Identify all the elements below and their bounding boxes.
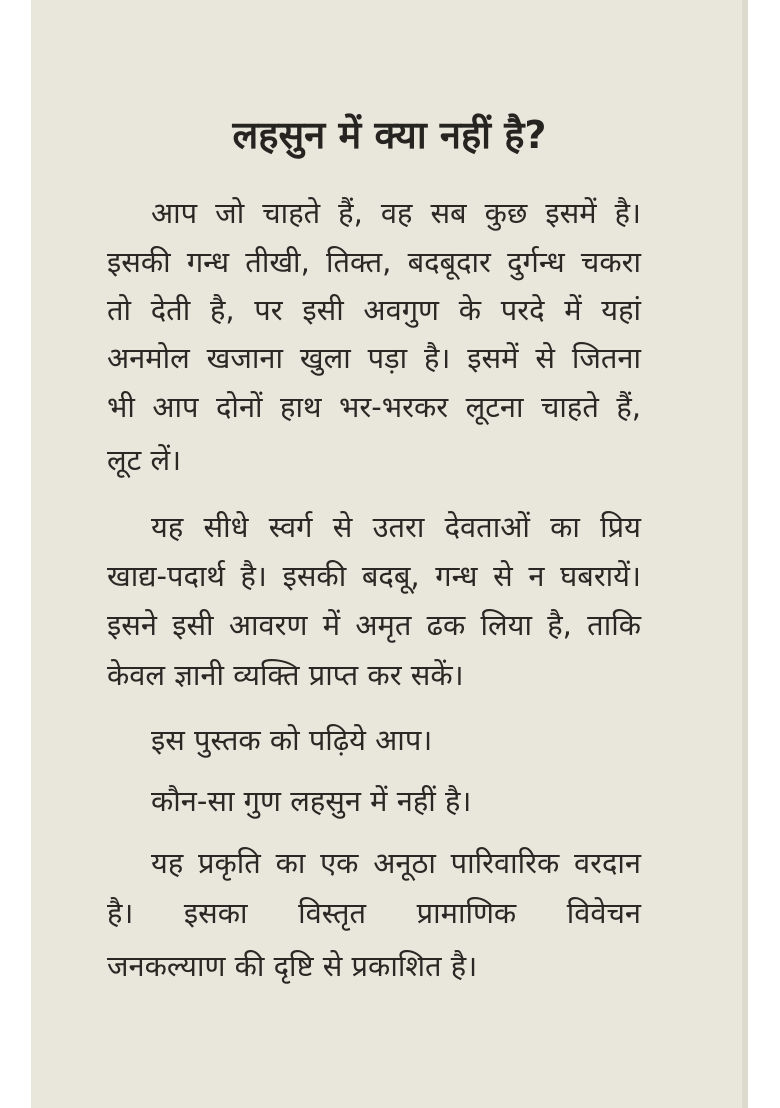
text-line: आप जो चाहते हैं, वह सब कुछ इसमें है। [151,196,641,230]
text-line: खाद्य-पदार्थ है। इसकी बदबू, गन्ध से न घबरायें। [107,559,641,593]
text-line: भी आप दोनों हाथ भर-भरकर लूटना चाहते हैं, [107,390,641,424]
text-line: तो देती है, पर इसी अवगुण के परदे में यहां [107,293,641,327]
text-line: इस पुस्तक को पढ़िये आप। [151,723,433,757]
text-line: इसकी गन्ध तीखी, तिक्त, बदबूदार दुर्गन्ध चकरा [107,245,641,279]
page-title: लहसुन में क्या नहीं है? [232,113,547,157]
book-page [31,0,748,1108]
text-line: केवल ज्ञानी व्यक्ति प्राप्त कर सकें। [107,658,464,692]
text-line: अनमोल खजाना खुला पड़ा है। इसमें से जितना [107,341,641,375]
text-line: यह प्रकृति का एक अनूठा पारिवारिक वरदान [151,846,641,880]
text-line: जनकल्याण की दृष्टि से प्रकाशित है। [107,949,478,983]
page-edge-shadow [742,0,748,1108]
text-line: है। इसका विस्तृत प्रामाणिक विवेचन [107,896,641,930]
text-line: यह सीधे स्वर्ग से उतरा देवताओं का प्रिय [151,510,641,544]
text-line: इसने इसी आवरण में अमृत ढक लिया है, ताकि [107,608,641,642]
text-line: लूट लें। [107,443,182,477]
text-line: कौन-सा गुण लहसुन में नहीं है। [151,784,472,818]
